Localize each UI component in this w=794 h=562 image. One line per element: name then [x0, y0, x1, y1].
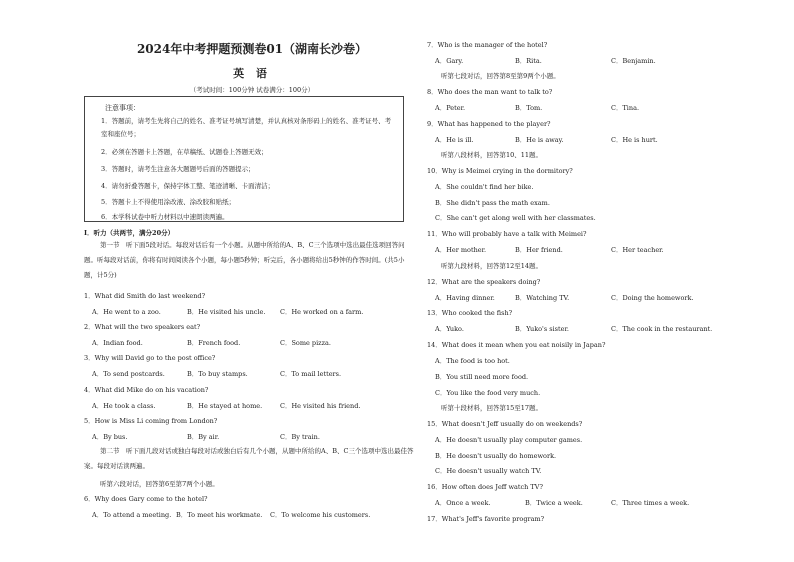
part1-intro: 第一节 听下面5段对话。每段对话后有一个小题。从题中所给的A、B、C三个选项中选出最佳选项回答问题。听每段对话前，你将有时间阅读各个小题，每小题5秒钟；听完后，各小题将给出5秒钟的作答时间。(共5小题，计5分) [84, 241, 405, 279]
option-c: C．She can't get along well with her classmates. [435, 214, 596, 222]
question-stem: 4．What did Mike do on his vacation? [84, 386, 209, 394]
option-b: B．Watching TV. [515, 294, 570, 302]
question-stem: 17．What's Jeff's favorite program? [427, 515, 545, 523]
question-stem: 2．What will the two speakers eat? [84, 323, 201, 331]
notice-item: 6．本学科试卷中听力材料以中速朗读两遍。 [101, 213, 229, 221]
option-a: A．The food is too hot. [435, 357, 510, 365]
option-c: C．You like the food very much. [435, 389, 541, 397]
notice-item: 3．答题时，请考生注意各大题题号后面的答题提示； [101, 165, 255, 173]
option-c: C．By train. [280, 433, 320, 441]
option-b: B．By air. [187, 433, 220, 441]
option-b: B．Tom. [515, 104, 543, 112]
material-note: 听第八段材料，回答第10、11题。 [441, 151, 543, 159]
option-a: A．She couldn't find her bike. [435, 183, 534, 191]
question-stem: 12．What are the speakers doing? [427, 278, 541, 286]
option-b: B．To meet his workmate. [176, 511, 263, 519]
subject-title: 英 语 [233, 67, 271, 80]
question-stem: 1．What did Smith do last weekend? [84, 292, 206, 300]
option-b: B．He is away. [515, 136, 564, 144]
option-b: B．Her friend. [515, 246, 563, 254]
option-c: C．He visited his friend. [280, 402, 361, 410]
option-a: A．To send postcards. [92, 370, 165, 378]
option-c: C．Three times a week. [611, 499, 690, 507]
notice-item: 4．请勿折叠答题卡，保持字体工整、笔迹清晰、卡面清洁； [101, 182, 275, 190]
part2-intro: 第二节 听下面几段对话或独白每段对话或独白后有几个小题，从题中所给的A、B、C三个选项中选出最佳答案。每段对话读两遍。 [84, 447, 414, 470]
option-a: A．Peter. [435, 104, 466, 112]
option-c: C．He is hurt. [611, 136, 658, 144]
option-a: A．By bus. [92, 433, 128, 441]
option-a: A．Her mother. [435, 246, 487, 254]
option-a: A．To attend a meeting. [92, 511, 172, 519]
question-stem: 8．Who does the man want to talk to? [427, 88, 553, 96]
material-note: 听第九段材料，回答第12至14题。 [441, 262, 543, 270]
question-stem: 3．Why will David go to the post office? [84, 354, 216, 362]
option-a: A．He is ill. [435, 136, 474, 144]
option-c: C．Doing the homework. [611, 294, 694, 302]
option-a: A．He went to a zoo. [92, 308, 161, 316]
option-a: A．Once a week. [435, 499, 491, 507]
option-b: B．She didn't pass the math exam. [435, 199, 550, 207]
material-note: 听第十段材料，回答第15至17题。 [441, 404, 543, 412]
option-b: B．Twice a week. [525, 499, 583, 507]
notice-title: 注意事项： [105, 104, 140, 112]
question-stem: 6．Why does Gary come to the hotel? [84, 495, 208, 503]
question-stem: 14．What does it mean when you eat noisily in Japan? [427, 341, 606, 349]
option-b: B．French food. [187, 339, 241, 347]
material-note: 听第六段对话，回答第6至第7两个小题。 [100, 480, 219, 488]
option-b: B．He visited his uncle. [187, 308, 266, 316]
option-b: B．Yuko's sister. [515, 325, 569, 333]
option-c: C．Some pizza. [280, 339, 331, 347]
question-stem: 11．Who will probably have a talk with Meimei? [427, 230, 587, 238]
option-b: B．He stayed at home. [187, 402, 263, 410]
notice-item: 5．答题卡上不得使用涂改液、涂改胶和贴纸； [101, 198, 236, 206]
option-c: C．The cook in the restaurant. [611, 325, 713, 333]
notice-item: 2．必须在答题卡上答题，在草稿纸、试题卷上答题无效； [101, 148, 268, 156]
option-c: C．To mail letters. [280, 370, 342, 378]
material-note: 听第七段对话，回答第8至第9两个小题。 [441, 72, 560, 80]
option-a: A．He took a class. [92, 402, 156, 410]
question-stem: 13．Who cooked the fish? [427, 309, 513, 317]
option-a: A．Indian food. [92, 339, 143, 347]
option-c: C．He worked on a farm. [280, 308, 364, 316]
question-stem: 10．Why is Meimei crying in the dormitory? [427, 167, 573, 175]
option-b: B．Rita. [515, 57, 542, 65]
option-a: A．He doesn't usually play computer games. [435, 436, 583, 444]
section-heading: I．听力（共两节，满分20分） [84, 229, 175, 237]
option-c: C．Her teacher. [611, 246, 664, 254]
option-c: C．He doesn't usually watch TV. [435, 467, 542, 475]
question-stem: 9．What has happened to the player? [427, 120, 551, 128]
question-stem: 15．What doesn't Jeff usually do on weekends? [427, 420, 583, 428]
page-title: 2024年中考押题预测卷01（湖南长沙卷） [136, 42, 368, 56]
option-b: B．To buy stamps. [187, 370, 248, 378]
option-c: C．Benjamin. [611, 57, 656, 65]
notice-box [84, 96, 404, 222]
option-a: A．Gary. [435, 57, 464, 65]
option-a: A．Yuko. [435, 325, 464, 333]
option-b: B．He doesn't usually do homework. [435, 452, 557, 460]
question-stem: 5．How is Miss Li coming from London? [84, 417, 218, 425]
question-stem: 16．How often does Jeff watch TV? [427, 483, 543, 491]
notice-item: 1．答题前，请考生先将自己的姓名、准考证号填写清楚，并认真核对条形码上的姓名、准考证号、考室和座位号； [101, 117, 392, 138]
option-c: C．To welcome his customers. [270, 511, 371, 519]
question-stem: 7．Who is the manager of the hotel? [427, 41, 548, 49]
option-a: A．Having dinner. [435, 294, 495, 302]
option-c: C．Tina. [611, 104, 640, 112]
exam-info: （考试时间：100分钟 试卷满分：100分） [189, 86, 315, 94]
option-b: B．You still need more food. [435, 373, 529, 381]
